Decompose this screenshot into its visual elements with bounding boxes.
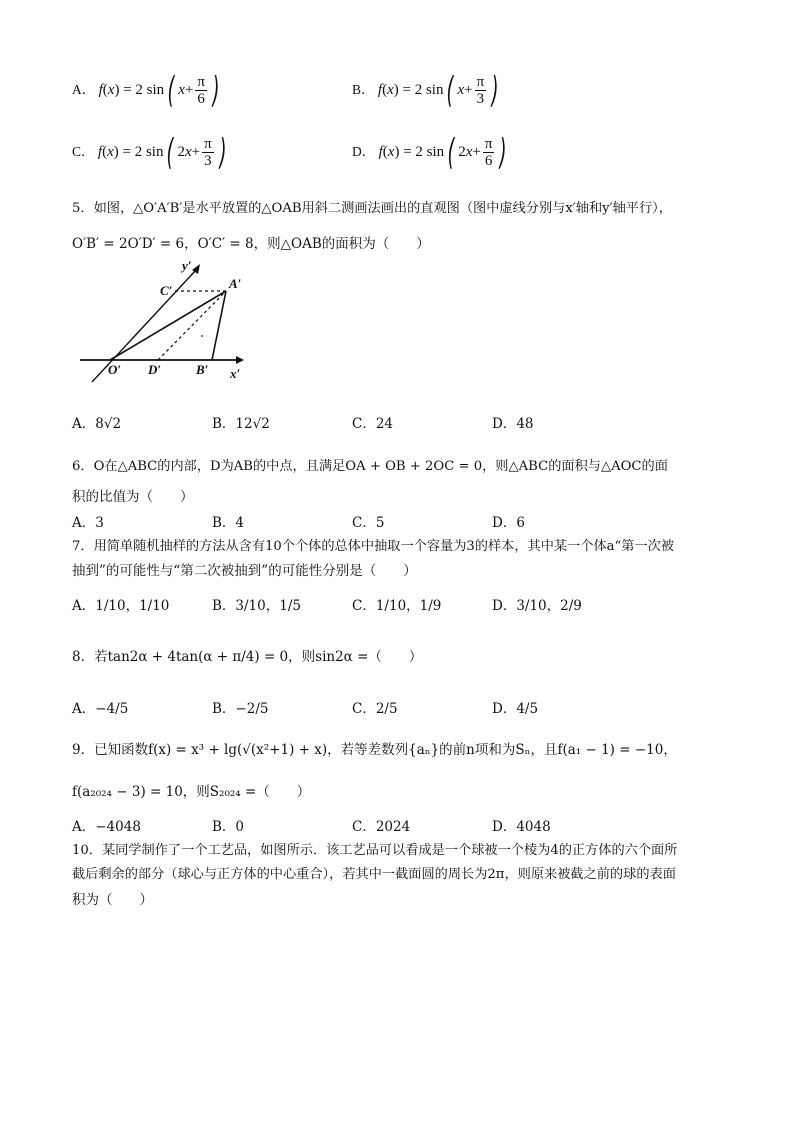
label-c: C′: [160, 283, 173, 298]
q7-stem-line1: 7．用简单随机抽样的方法从含有10个个体的总体中抽取一个容量为3的样本，其中某一个体a“第一次被: [72, 539, 675, 554]
q10-stem-line1: 10．某同学制作了一个工艺品，如图所示．该工艺品可以看成是一个球被一个棱为4的正方体的六个面所: [72, 843, 678, 858]
q8-option-c: C．2/5: [352, 701, 398, 717]
q5-stem-line2: O′B′ = 2O′D′ = 6，O′C′ = 8，则△OAB的面积为（ ）: [72, 236, 430, 252]
q4-option-c-formula: f(x) = 2 sin( 2x+ $\frac{\pi}{3}$ ): [97, 131, 227, 173]
q4-option-a-formula: f(x) = 2 sin( x+ $\frac{\pi}{6}$ ): [98, 69, 220, 111]
q9-option-c: C．2024: [352, 819, 411, 835]
q9-option-a: A．−4048: [72, 819, 141, 835]
q8-option-a: A．−4/5: [72, 701, 129, 717]
q10-stem-line3: 积为（ ）: [72, 892, 153, 908]
q4-option-b: B． f(x) = 2 sin( x+ $\frac{\pi}{3}$ ): [352, 74, 502, 107]
q4-option-c: C． f(x) = 2 sin( 2x+ $\frac{\pi}{3}$ ): [72, 136, 230, 169]
q9-stem-line1: 9．已知函数f(x) = x³ + lg(√(x²+1) + x)，若等差数列{aₙ}的前n项和为Sₙ，且f(a₁ − 1) = −10，: [72, 742, 677, 758]
label-a: A′: [229, 276, 242, 291]
q6-stem-line1: 6．O在△ABC的内部，D为AB的中点，且满足OA + OB + 2OC = 0，则△ABC的面积与△AOC的面: [72, 459, 668, 474]
q9-stem-line2: f(a₂₀₂₄ − 3) = 10，则S₂₀₂₄ =（ ）: [72, 784, 311, 800]
q7-option-d: D．3/10，2/9: [492, 598, 582, 614]
q8-stem-line1: 8．若tan2α + 4tan(α + π/4) = 0，则sin2α =（ ）: [72, 649, 423, 665]
q9-option-b: B．0: [212, 819, 245, 835]
q6-option-d: D．6: [492, 515, 525, 531]
q7-option-a: A．1/10，1/10: [72, 598, 170, 614]
label-y: y′: [182, 258, 192, 273]
q4-option-b-formula: f(x) = 2 sin( x+ $\frac{\pi}{3}$ ): [377, 69, 499, 111]
q5-figure: [78, 256, 253, 384]
q8-option-d: D．4/5: [492, 701, 539, 717]
label-x: x′: [230, 366, 241, 381]
label-d: D′: [148, 362, 162, 377]
q5-option-a: A．8√2: [72, 416, 122, 432]
q9-option-d: D．4048: [492, 819, 551, 835]
q4-option-d-formula: f(x) = 2 sin( 2x+ $\frac{\pi}{6}$ ): [378, 131, 507, 173]
q10-stem-line2: 截后剩余的部分（球心与正方体的中心重合），若其中一截面圆的周长为2π，则原来被截之前的球的表面: [72, 867, 676, 882]
q5-option-d: D．48: [492, 416, 534, 432]
segment-ab: [212, 291, 226, 360]
q5-option-b: B．12√2: [212, 416, 270, 432]
label-b: B′: [196, 362, 209, 377]
q6-stem-line2: 积的比值为（ ）: [72, 489, 194, 505]
q7-stem-line2: 抽到”的可能性与“第二次被抽到”的可能性分别是（ ）: [72, 563, 417, 579]
q7-option-c: C．1/10，1/9: [352, 598, 442, 614]
label-o: O′: [108, 362, 122, 377]
q6-option-c: C．5: [352, 515, 385, 531]
q5-stem-line1: 5．如图，△O′A′B′是水平放置的△OAB用斜二测画法画出的直观图（图中虚线分别与x′轴和y′轴平行），: [72, 201, 672, 216]
q4-option-d: D． f(x) = 2 sin( 2x+ $\frac{\pi}{6}$ ): [352, 136, 511, 169]
x-axis-arrow: [236, 356, 244, 364]
q5-option-c: C．24: [352, 416, 394, 432]
q8-option-b: B．−2/5: [212, 701, 269, 717]
q7-option-b: B．3/10，1/5: [212, 598, 301, 614]
q4-option-a: A． f(x) = 2 sin( x+ $\frac{\pi}{6}$ ): [72, 74, 223, 107]
q6-option-a: A．3: [72, 515, 104, 531]
q6-option-b: B．4: [212, 515, 245, 531]
